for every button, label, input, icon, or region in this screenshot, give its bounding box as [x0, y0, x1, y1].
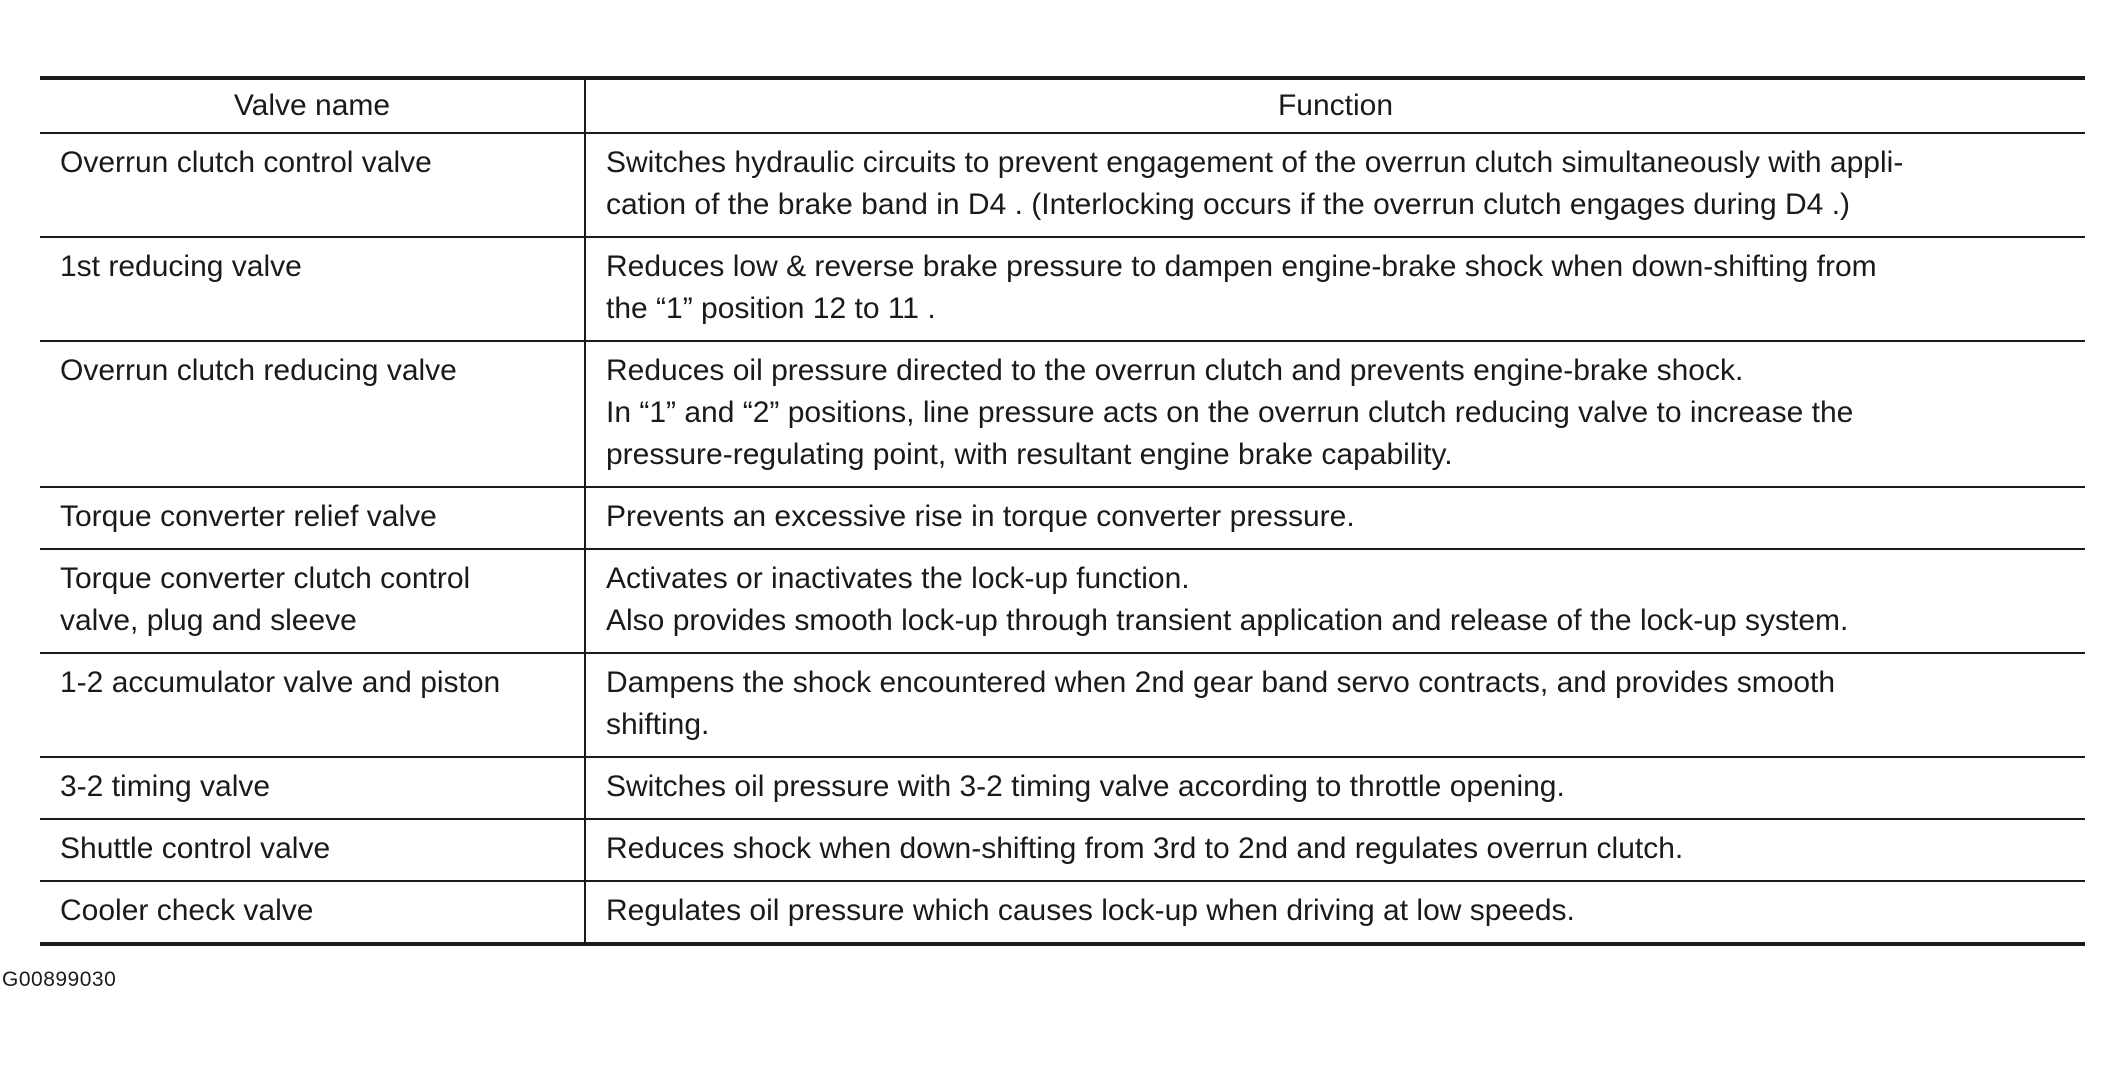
function-cell — [585, 881, 2085, 944]
function-text: Reduces oil pressure directed to the overrun clutch and prevents engine-brake shock. — [606, 354, 1744, 387]
function-cell — [585, 653, 2085, 757]
table-row — [40, 819, 2085, 881]
valve-name-text: 1st reducing valve — [60, 250, 302, 283]
function-text: Switches hydraulic circuits to prevent engagement of the overrun clutch simultaneously with appli- — [606, 146, 1904, 179]
table-row — [40, 757, 2085, 819]
valve-name-cell — [40, 237, 585, 341]
function-text: Switches oil pressure with 3-2 timing valve according to throttle opening. — [606, 770, 1565, 803]
table-row — [40, 341, 2085, 487]
table-row — [40, 487, 2085, 549]
header-function: Function — [585, 78, 2085, 133]
function-text: cation of the brake band in D4 . (Interlocking occurs if the overrun clutch engages during D4 .) — [606, 188, 1851, 221]
valve-function-table — [40, 76, 2085, 946]
function-cell — [585, 341, 2085, 487]
table-row — [40, 881, 2085, 944]
valve-name-cell — [40, 881, 585, 944]
valve-name-text: Overrun clutch reducing valve — [60, 354, 457, 387]
function-cell — [585, 757, 2085, 819]
valve-name-text: 3-2 timing valve — [60, 770, 271, 803]
function-text: shifting. — [606, 708, 710, 741]
function-cell — [585, 819, 2085, 881]
valve-name-text: Shuttle control valve — [60, 832, 331, 865]
function-text: Regulates oil pressure which causes lock-up when driving at low speeds. — [606, 894, 1575, 927]
header-valve-name: Valve name — [40, 78, 585, 133]
valve-name-text: valve, plug and sleeve — [60, 604, 357, 637]
valve-name-cell — [40, 653, 585, 757]
valve-name-cell — [40, 133, 585, 237]
function-text: Also provides smooth lock-up through transient application and release of the lock-up system. — [606, 604, 1849, 637]
function-cell — [585, 487, 2085, 549]
valve-name-cell — [40, 487, 585, 549]
table-row — [40, 549, 2085, 653]
valve-name-cell — [40, 819, 585, 881]
valve-name-text: Torque converter clutch control — [60, 562, 471, 595]
function-text: Dampens the shock encountered when 2nd gear band servo contracts, and provides smooth — [606, 666, 1836, 699]
table-row — [40, 133, 2085, 237]
function-text: Prevents an excessive rise in torque converter pressure. — [606, 500, 1355, 533]
function-text: the “1” position 12 to 11 . — [606, 292, 936, 325]
function-text: Reduces low & reverse brake pressure to dampen engine-brake shock when down-shifting from — [606, 250, 1877, 283]
table-body — [40, 133, 2085, 944]
valve-name-text: Overrun clutch control valve — [60, 146, 432, 179]
valve-name-text: 1-2 accumulator valve and piston — [60, 666, 501, 699]
valve-name-text: Torque converter relief valve — [60, 500, 437, 533]
valve-function-sheet — [40, 76, 2085, 946]
function-text: In “1” and “2” positions, line pressure acts on the overrun clutch reducing valve to increase the — [606, 396, 1854, 429]
valve-name-cell — [40, 549, 585, 653]
table-header-row — [40, 78, 2085, 133]
figure-id: G00899030 — [2, 968, 117, 991]
table-row — [40, 653, 2085, 757]
function-text: Reduces shock when down-shifting from 3rd to 2nd and regulates overrun clutch. — [606, 832, 1684, 865]
function-text: pressure-regulating point, with resultant engine brake capability. — [606, 438, 1453, 471]
valve-name-text: Cooler check valve — [60, 894, 314, 927]
table-row — [40, 237, 2085, 341]
function-cell — [585, 237, 2085, 341]
valve-name-cell — [40, 341, 585, 487]
valve-name-cell — [40, 757, 585, 819]
function-cell — [585, 133, 2085, 237]
function-text: Activates or inactivates the lock-up function. — [606, 562, 1190, 595]
function-cell — [585, 549, 2085, 653]
